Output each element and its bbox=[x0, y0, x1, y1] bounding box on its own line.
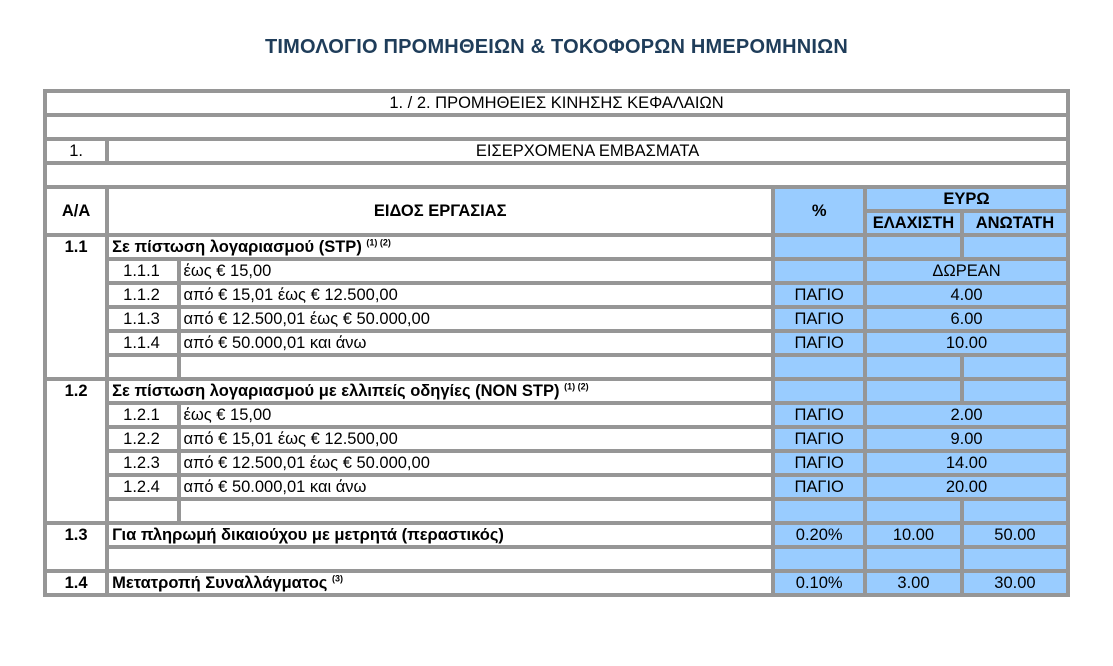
footnote-ref: (1) (2) bbox=[564, 381, 589, 392]
row-percent: ΠΑΓΙΟ bbox=[775, 477, 863, 497]
row-description: από € 15,01 έως € 12.500,00 bbox=[181, 285, 772, 305]
table-row bbox=[47, 525, 1066, 545]
fee-table bbox=[43, 89, 1070, 597]
row-max: 50.00 bbox=[964, 525, 1066, 545]
row-amount: 14.00 bbox=[867, 453, 1066, 473]
row-number: 1.1.4 bbox=[109, 333, 176, 353]
group-title bbox=[109, 381, 771, 401]
column-header-aa: Α/Α bbox=[47, 189, 105, 233]
table-row bbox=[47, 405, 1066, 425]
row-percent: ΠΑΓΙΟ bbox=[775, 285, 863, 305]
row-amount: ΔΩΡΕΑΝ bbox=[867, 261, 1066, 281]
group-number: 1.2 bbox=[47, 381, 105, 521]
spacer-row bbox=[47, 165, 1066, 185]
group-number: 1.4 bbox=[47, 573, 105, 593]
row-title bbox=[109, 573, 771, 593]
row-percent: 0.20% bbox=[775, 525, 863, 545]
row-percent: ΠΑΓΙΟ bbox=[775, 453, 863, 473]
group-number: 1.1 bbox=[47, 237, 105, 377]
row-percent: ΠΑΓΙΟ bbox=[775, 309, 863, 329]
row-description: από € 50.000,01 και άνω bbox=[181, 333, 772, 353]
row-title-text: Μετατροπή Συναλλάγματος bbox=[112, 574, 328, 592]
row-min: 3.00 bbox=[867, 573, 960, 593]
row-number: 1.2.3 bbox=[109, 453, 176, 473]
row-amount: 2.00 bbox=[867, 405, 1066, 425]
table-row bbox=[47, 285, 1066, 305]
row-description: από € 50.000,01 και άνω bbox=[181, 477, 772, 497]
row-number: 1.2.2 bbox=[109, 429, 176, 449]
column-header-type: ΕΙΔΟΣ ΕΡΓΑΣΙΑΣ bbox=[109, 189, 771, 233]
group-title-text: Σε πίστωση λογαριασμού (STP) bbox=[112, 238, 362, 256]
empty-row bbox=[47, 501, 1066, 521]
footnote-ref: (3) bbox=[331, 573, 343, 584]
row-amount: 6.00 bbox=[867, 309, 1066, 329]
group-number: 1.3 bbox=[47, 525, 105, 569]
column-header-percent: % bbox=[775, 189, 863, 233]
column-header-euro: ΕΥΡΩ bbox=[867, 189, 1066, 209]
row-number: 1.1.3 bbox=[109, 309, 176, 329]
row-min: 10.00 bbox=[867, 525, 960, 545]
table-row bbox=[47, 453, 1066, 473]
group-title bbox=[109, 237, 771, 257]
table-row bbox=[47, 477, 1066, 497]
row-description: από € 12.500,01 έως € 50.000,00 bbox=[181, 309, 772, 329]
column-header-min: ΕΛΑΧΙΣΤΗ bbox=[867, 213, 960, 233]
row-description: έως € 15,00 bbox=[181, 405, 772, 425]
row-percent bbox=[775, 261, 863, 281]
subsection-title: ΕΙΣΕΡΧΟΜΕΝΑ ΕΜΒΑΣΜΑΤΑ bbox=[109, 141, 1066, 161]
subsection-row bbox=[47, 141, 1066, 161]
row-amount: 20.00 bbox=[867, 477, 1066, 497]
table-row bbox=[47, 429, 1066, 449]
table-row bbox=[47, 573, 1066, 593]
spacer-row bbox=[47, 117, 1066, 137]
row-percent: 0.10% bbox=[775, 573, 863, 593]
row-percent: ΠΑΓΙΟ bbox=[775, 333, 863, 353]
row-amount: 10.00 bbox=[867, 333, 1066, 353]
row-max: 30.00 bbox=[964, 573, 1066, 593]
footnote-ref: (1) (2) bbox=[366, 237, 391, 248]
group-title-text: Σε πίστωση λογαριασμού με ελλιπείς οδηγίες (NON STP) bbox=[112, 382, 560, 400]
section-header: 1. / 2. ΠΡΟΜΗΘΕΙΕΣ ΚΙΝΗΣΗΣ ΚΕΦΑΛΑΙΩΝ bbox=[47, 93, 1066, 113]
row-description: έως € 15,00 bbox=[181, 261, 772, 281]
table-row bbox=[47, 261, 1066, 281]
row-description: από € 12.500,01 έως € 50.000,00 bbox=[181, 453, 772, 473]
column-header-row bbox=[47, 189, 1066, 209]
row-percent: ΠΑΓΙΟ bbox=[775, 405, 863, 425]
row-number: 1.1.2 bbox=[109, 285, 176, 305]
empty-row bbox=[47, 357, 1066, 377]
table-row bbox=[47, 309, 1066, 329]
column-header-max: ΑΝΩΤΑΤΗ bbox=[964, 213, 1066, 233]
section-header-row bbox=[47, 93, 1066, 113]
group-title-row bbox=[47, 381, 1066, 401]
row-title: Για πληρωμή δικαιούχου με μετρητά (περαστικός) bbox=[109, 525, 771, 545]
row-percent: ΠΑΓΙΟ bbox=[775, 429, 863, 449]
empty-row bbox=[47, 549, 1066, 569]
row-amount: 4.00 bbox=[867, 285, 1066, 305]
row-amount: 9.00 bbox=[867, 429, 1066, 449]
row-number: 1.2.1 bbox=[109, 405, 176, 425]
group-title-row bbox=[47, 237, 1066, 257]
table-row bbox=[47, 333, 1066, 353]
row-description: από € 15,01 έως € 12.500,00 bbox=[181, 429, 772, 449]
row-number: 1.1.1 bbox=[109, 261, 176, 281]
subsection-number: 1. bbox=[47, 141, 105, 161]
row-number: 1.2.4 bbox=[109, 477, 176, 497]
page-title: ΤΙΜΟΛΟΓΙΟ ΠΡΟΜΗΘΕΙΩΝ & ΤΟΚΟΦΟΡΩΝ ΗΜΕΡΟΜΗΝΙΩΝ bbox=[265, 36, 848, 58]
